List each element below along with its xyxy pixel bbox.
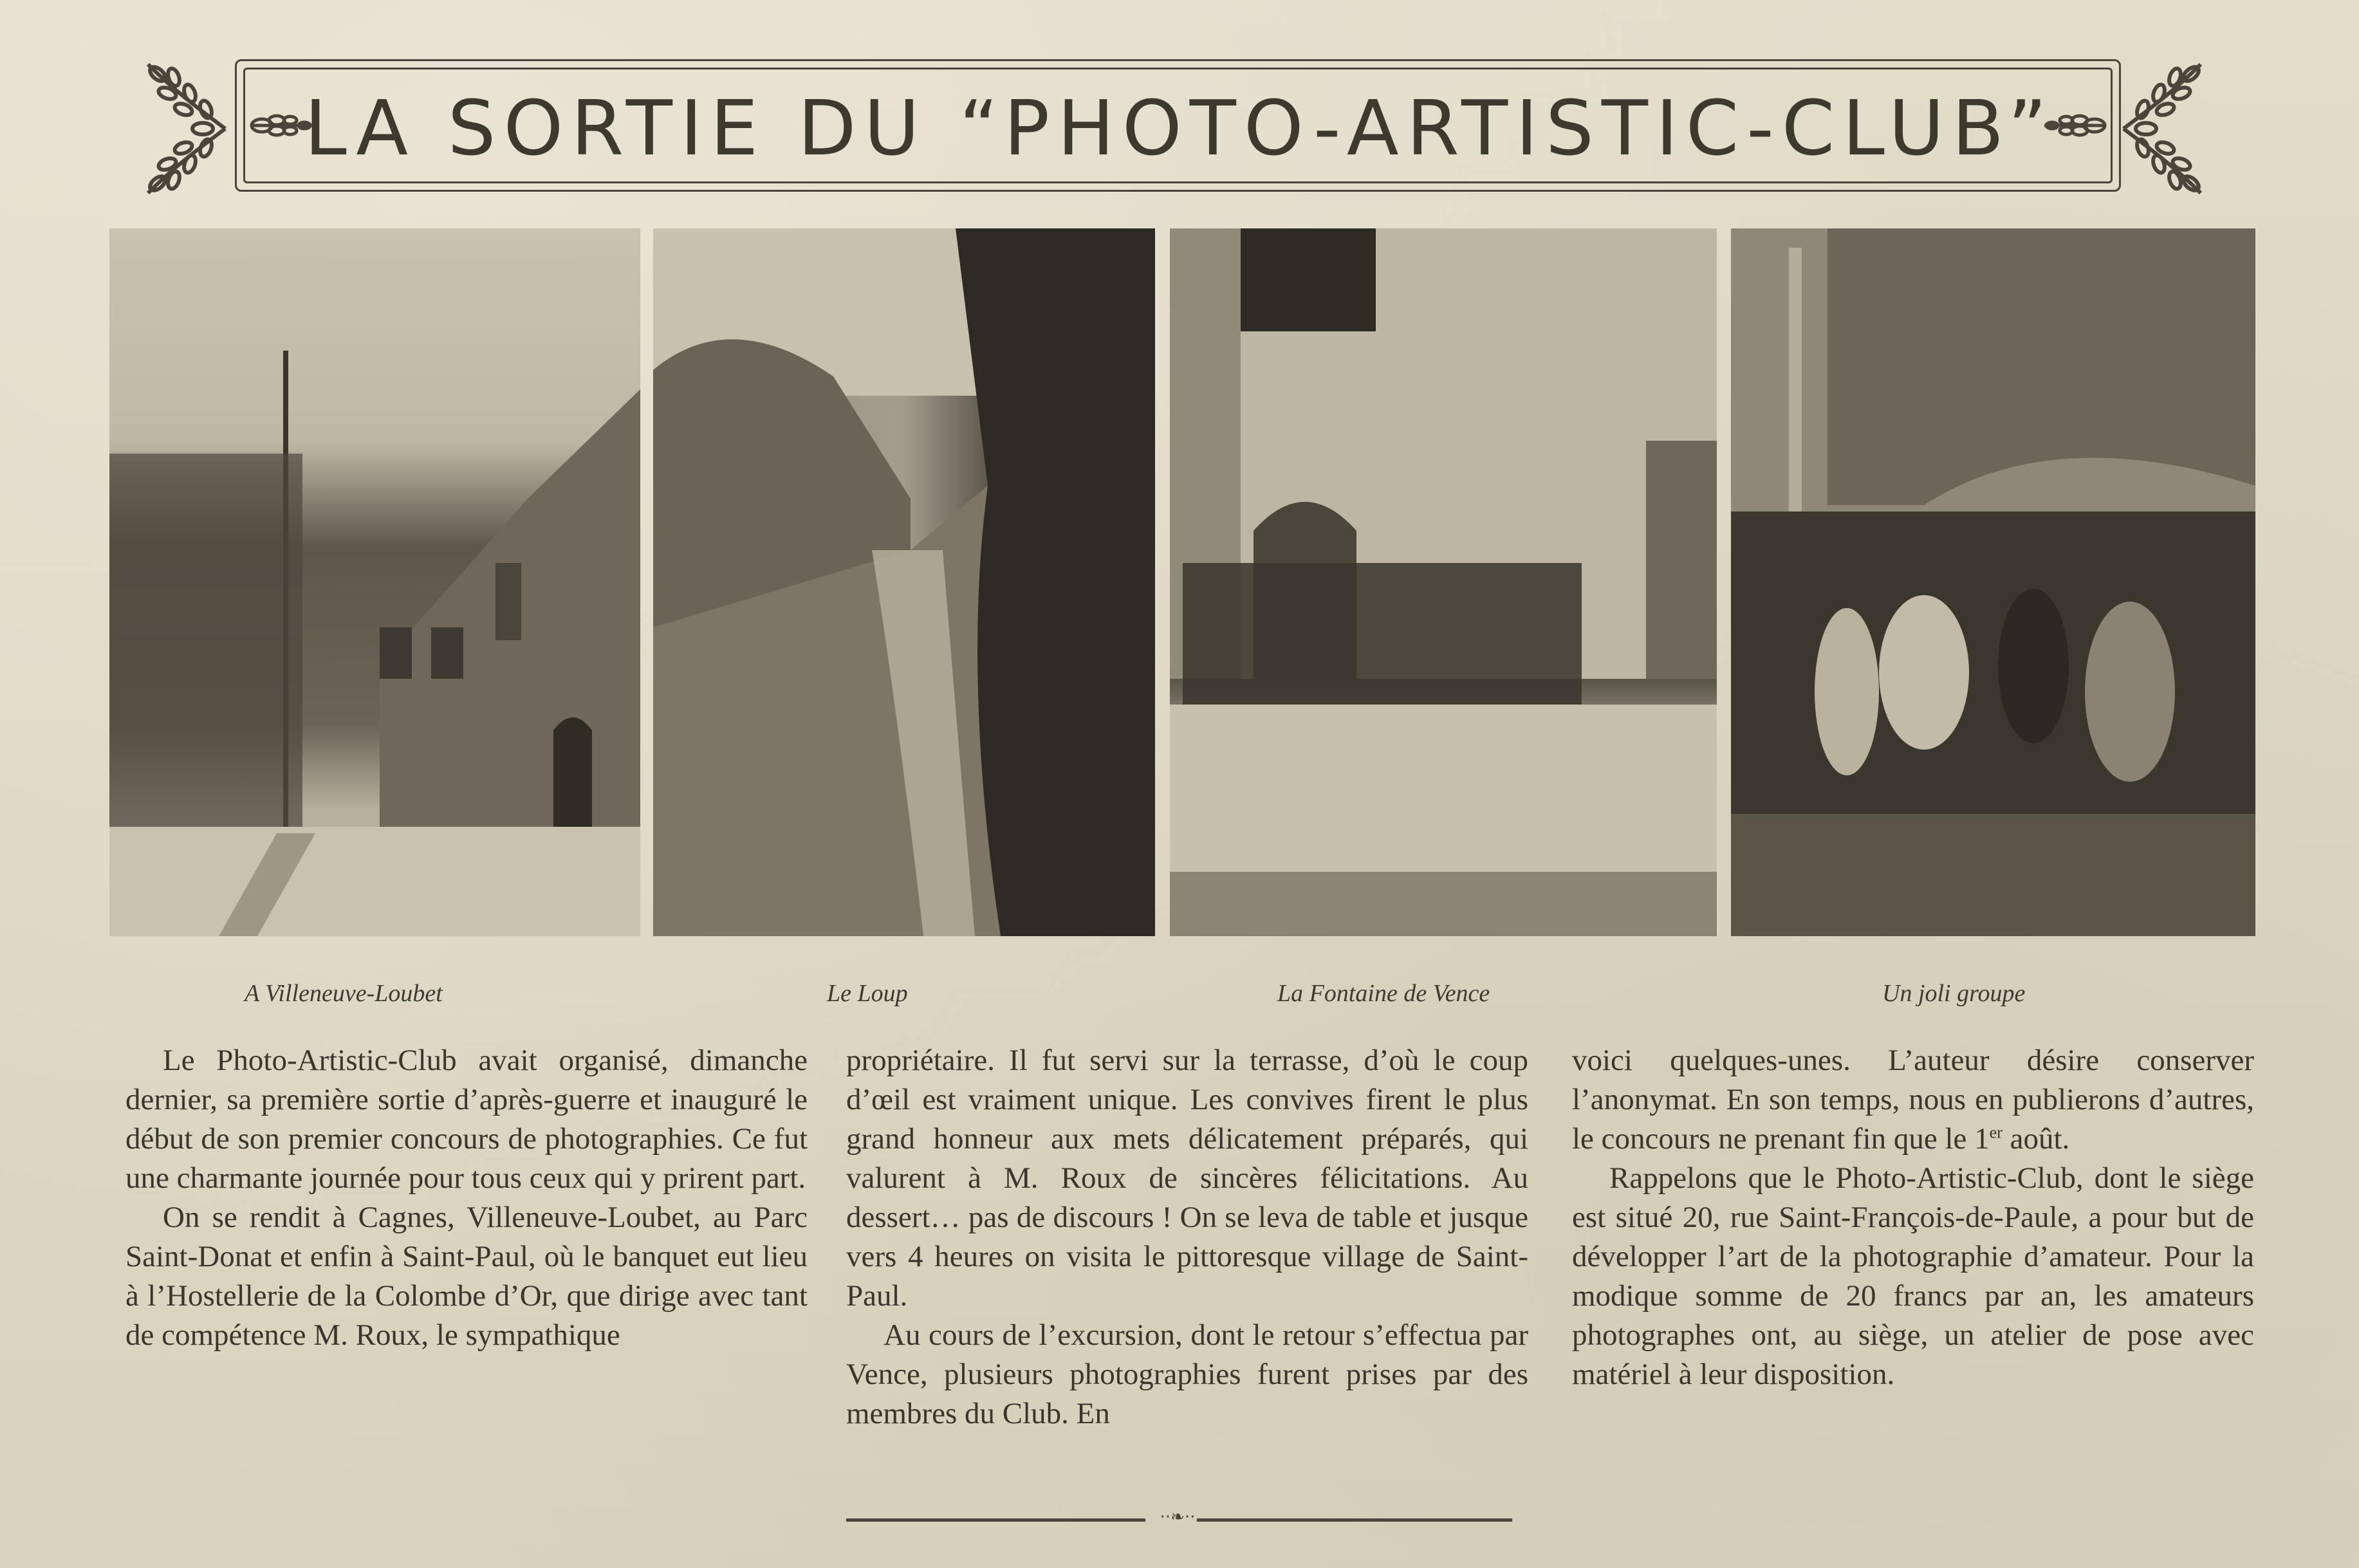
photo-fontaine-de-vence [1170,228,1717,936]
superscript: er [1989,1123,2003,1142]
paragraph: Au cours de l’excursion, dont le retour s’effectua par Vence, plusieurs photographies furent prises par des membres du Club. En [846,1318,1528,1430]
article-column-3 [1572,1041,2254,1394]
paragraph: Le Photo-Artistic-Club avait organisé, dimanche dernier, sa première sortie d’après-guerre et inauguré le début de son premier concours de photographies. Ce fut une charmante journée pour tous ceux qui y prirent part. [125,1044,808,1195]
paragraph [1572,1041,2254,1159]
divider-line-right [1197,1518,1512,1522]
article-column-1 [125,1041,808,1355]
paragraph: Rappelons que le Photo-Artistic-Club, dont le siège est situé 20, rue Saint-François-de-Paule, a pour but de développer l’art de la photographie d’amateur. Pour la modique somme de 20 francs par an, les amateurs photographes ont, au siège, un atelier de pose avec matériel à leur disposition. [1572,1161,2254,1391]
caption-joli-groupe: Un joli groupe [1882,980,2026,1007]
article-column-2 [846,1041,1528,1434]
wheat-spike-right-icon [2038,109,2109,142]
photo-villeneuve-loubet [109,228,640,936]
footer-divider [846,1508,1512,1527]
caption-villeneuve-loubet: A Villeneuve-Loubet [245,980,443,1007]
laurel-sprig-right-icon [2120,58,2210,199]
fleuron-icon: ··❧·· [1160,1508,1196,1527]
caption-le-loup: Le Loup [827,980,908,1007]
photo-joli-groupe [1731,228,2255,936]
caption-fontaine-de-vence: La Fontaine de Vence [1277,980,1490,1007]
paragraph-text: voici quelques-unes. L’auteur désire conserver l’anonymat. En son temps, nous en publierons d’autres, le concours ne prenant fin que le 1 [1572,1044,2254,1156]
photo-le-loup [653,228,1155,936]
paragraph: propriétaire. Il fut servi sur la terrasse, d’où le coup d’œil est vraiment unique. Les convives firent le plus grand honneur aux mets délicatement préparés, qui valurent à M. Roux de sincères félicitations. Au dessert… pas de discours ! On se leva de table et jusque vers 4 heures on visita le pittoresque village de Saint-Paul. [846,1044,1528,1313]
divider-line-left [846,1518,1145,1522]
page-title: LA SORTIE DU “PHOTO-ARTISTIC-CLUB” [304,84,2055,172]
paragraph-text: août. [2002,1122,2070,1156]
paragraph: On se rendit à Cagnes, Villeneuve-Loubet, au Parc Saint-Donat et enfin à Saint-Paul, où le banquet eut lieu à l’Hostellerie de la Colombe d’Or, que dirige avec tant de compétence M. Roux, le sympathique [125,1201,808,1352]
